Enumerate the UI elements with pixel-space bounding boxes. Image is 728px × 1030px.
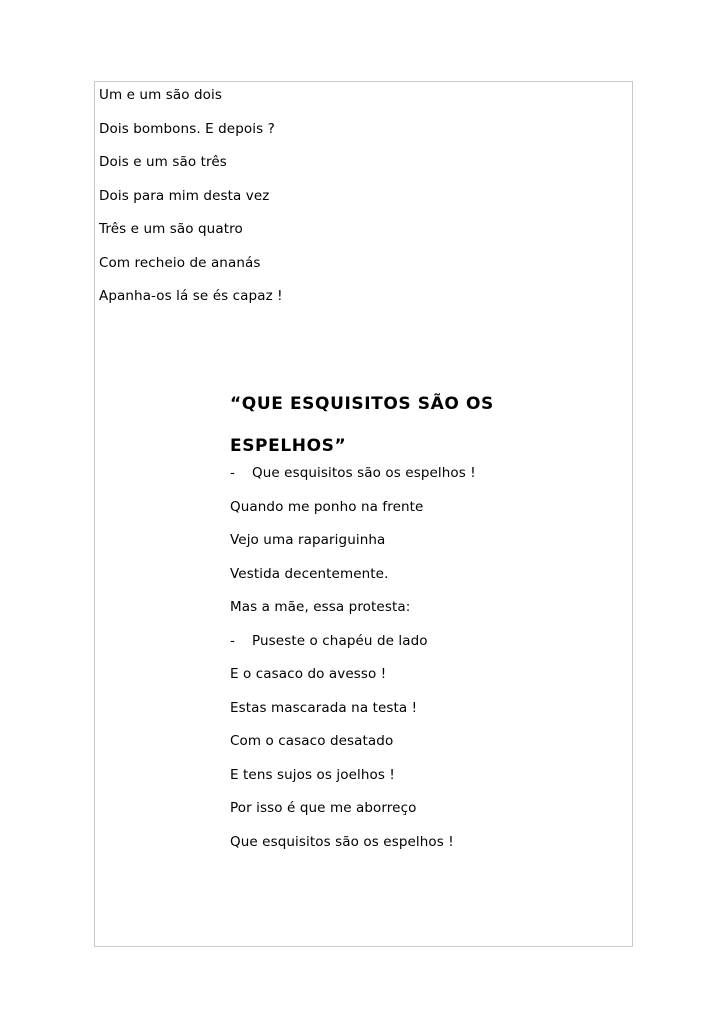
poem-line: Dois e um são três xyxy=(99,154,227,170)
poem-line: Um e um são dois xyxy=(99,87,222,103)
poem-line: Quando me ponho na frente xyxy=(230,498,424,515)
poem-line xyxy=(230,463,476,497)
poem-line: Dois bombons. E depois ? xyxy=(99,120,275,137)
poem-line: Três e um são quatro xyxy=(99,221,243,237)
poem-line: Apanha-os lá se és capaz ! xyxy=(99,288,283,304)
poem-line-text: Puseste o chapéu de lado xyxy=(252,632,428,649)
dialogue-dash: - xyxy=(230,465,235,481)
poem-line: Com recheio de ananás xyxy=(99,254,261,271)
poem-line: Que esquisitos são os espelhos ! xyxy=(230,833,454,850)
poem-title xyxy=(230,383,560,467)
poem-counting-bonbons xyxy=(99,85,283,320)
poem-title-line-2: ESPELHOS” xyxy=(230,436,347,456)
poem-line: Por isso é que me aborreço xyxy=(230,800,417,816)
poem-line: E o casaco do avesso ! xyxy=(230,666,387,682)
poem-line: Mas a mãe, essa protesta: xyxy=(230,599,411,615)
poem-line: Estas mascarada na testa ! xyxy=(230,699,418,716)
dialogue-dash: - xyxy=(230,632,235,649)
poem-line: Vejo uma rapariguinha xyxy=(230,532,386,548)
poem-title-line-1: “QUE ESQUISITOS SÃO OS xyxy=(230,394,494,414)
poem-line: Com o casaco desatado xyxy=(230,733,394,749)
poem-line: Vestida decentemente. xyxy=(230,565,389,582)
poem-line: Dois para mim desta vez xyxy=(99,187,270,204)
poem-mirrors xyxy=(230,463,476,865)
poem-line-text: Que esquisitos são os espelhos ! xyxy=(252,465,476,481)
poem-line: E tens sujos os joelhos ! xyxy=(230,766,395,783)
poem-line xyxy=(230,631,476,665)
